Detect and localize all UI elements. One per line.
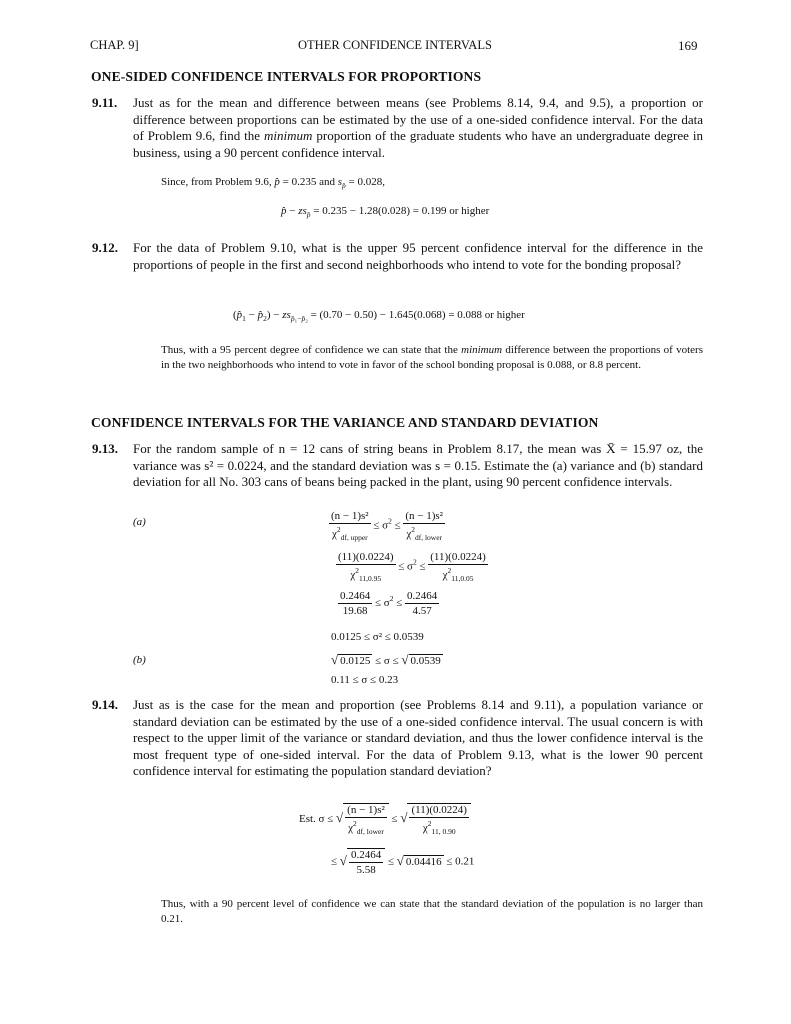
sd-estimate-result: ≤ √ $\frac{0.2464}{5.58}$ ≤ √ 0.04416 ≤ 0.21: [331, 849, 475, 876]
problem-number-913: 9.13.: [92, 441, 118, 456]
problem-number-911: 9.11.: [92, 95, 118, 110]
problem-912-calculation: ($p̂_1$ − $p̂_2) - zs_{p̂_1-p̂_2} = (0.70 - 0.50) - 1.645(0.068) = 0.088$ or higher: [233, 309, 525, 323]
part-a-label: (a): [133, 516, 146, 528]
variance-evaluated: $\frac{0.2464}{19.68}$ ≤ $\sigma^2$ ≤ $\frac{0.2464}{4.57}$: [340, 590, 438, 617]
part-b-label: (b): [133, 654, 146, 666]
variance-formula: $\frac{\text{(n − 1)s²}}{\chi^2_{df, upper}}$ ≤ $\sigma^2$ ≤ $\frac{\text{(n − 1)s²}}{\chi^2_{df, lower}}$: [331, 510, 443, 542]
variance-substitution: $\frac{(11)(0.0224)}{\chi^2_{11,0.95}}$ ≤ $\sigma^2$ ≤ $\frac{(11)(0.0224)}{\chi^2_{11,0.05}}$: [338, 551, 486, 583]
section-heading-proportions: ONE-SIDED CONFIDENCE INTERVALS FOR PROPORTIONS: [91, 69, 482, 84]
problem-number-912: 9.12.: [92, 240, 118, 255]
sd-sqrt-interval: √ 0.0125 ≤ σ ≤ √ 0.0539: [331, 652, 441, 667]
running-title: OTHER CONFIDENCE INTERVALS: [298, 38, 492, 52]
section-heading-variance: CONFIDENCE INTERVALS FOR THE VARIANCE AND STANDARD DEVIATION: [91, 415, 599, 430]
problem-912-text: For the data of Problem 9.10, what is the upper 95 percent confidence interval for the difference in the proportions of people in the first and second neighborhoods who intend to vote for the bonding proposal?: [133, 240, 703, 272]
sd-estimate-formula: Est. σ ≤ √ $\frac{\text{(n − 1)s²}}{\chi^2_{df, lower}}$ ≤ √ $\frac{(11)(0.0224)}{\chi^2_{11, 0.90}}$: [299, 803, 471, 836]
problem-913-text: For the random sample of n = 12 cans of string beans in Problem 8.17, the mean was X̄ = 15.97 oz, the variance was s² = 0.0224, and the standard deviation was s = 0.15. Estimate the (a) variance and (b) standard deviation for all No. 303 cans of beans being packed in the plant, using 90 percent confidence intervals.: [133, 441, 703, 489]
sd-interval: 0.11 ≤ σ ≤ 0.23: [331, 674, 399, 686]
page-number: 169: [678, 38, 698, 53]
running-chapter: CHAP. 9]: [90, 38, 139, 52]
variance-interval: 0.0125 ≤ σ² ≤ 0.0539: [331, 631, 424, 643]
problem-911-given: Since, from Problem 9.6, p̂ = 0.235 and $s_{p̂} = 0.028$,: [161, 176, 385, 190]
problem-914-conclusion: Thus, with a 90 percent level of confidence we can state that the standard deviation of the population is no larger than 0.21.: [161, 898, 703, 925]
problem-911-text: Just as for the mean and difference between means (see Problems 8.14, 9.4, and 9.5), a proportion or difference between proportions can be estimated by the use of a one-sided confidence interval. For the data of Problem 9.6, find the minimum proportion of the graduate students who have an undergraduate degree in business, using a 90 percent confidence interval.: [133, 95, 703, 160]
problem-912-conclusion: Thus, with a 95 percent degree of confidence we can state that the minimum difference between the proportions of voters in the two neighborhoods who intend to vote in favor of the school bonding proposal is 0.088, or 8.8 percent.: [161, 344, 703, 371]
problem-number-914: 9.14.: [92, 697, 118, 712]
problem-914-text: Just as is the case for the mean and proportion (see Problems 8.14 and 9.11), a population variance or standard deviation can be estimated by the use of a one-sided confidence interval. The usual concern is with respect to the upper limit of the variance or standard deviation, and thus the lower confidence interval is the most frequent type of one-sided interval. For the data of Problem 9.13, what is the lower 90 percent confidence interval for estimating the population standard deviation?: [133, 697, 703, 778]
problem-911-calculation: p̂ − $zs_{p̂} = 0.235 - 1.28(0.028) = 0.199$ or higher: [281, 205, 490, 219]
